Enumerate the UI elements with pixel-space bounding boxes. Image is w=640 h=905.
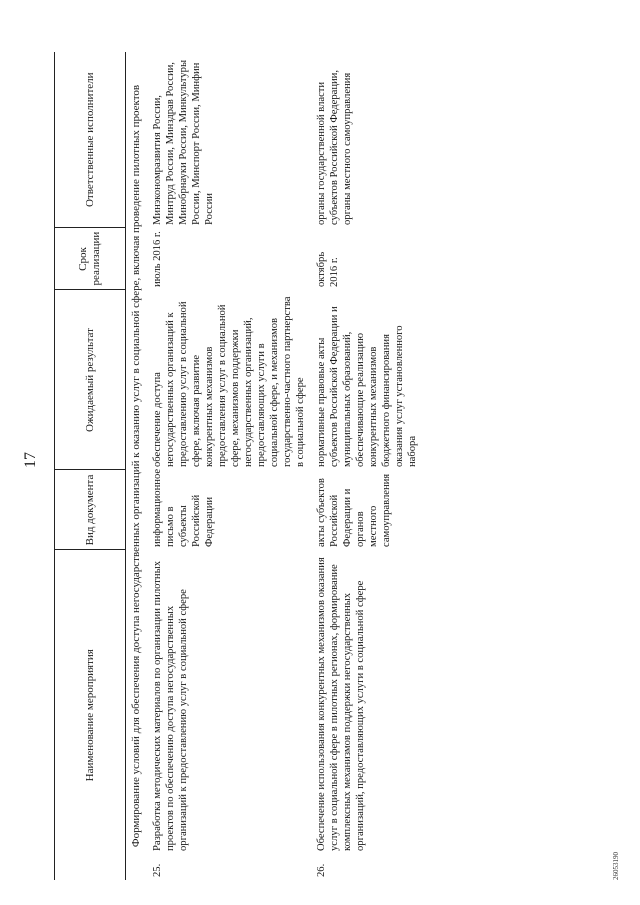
rotated-landscape-sheet [20, 40, 620, 880]
row-executors: Минэкономразвития России, Минтруд России, Минздрав России, Минобрнауки России, Минкультуры России, Минспорт России, Минфин России [152, 59, 215, 225]
row-deadline: октябрь 2016 г. [316, 251, 340, 287]
row-result: обеспечение доступа негосударственных организаций к предоставлению услуг в социальной сфере, включая развитие конкурентных механизмов предоставления услуг в социальной сфере, механизмов поддержки негосударственных организаций, предоставляющих услуги в социальной сфере, и механизмов государственно-частного партнерства в социальной сфере [152, 296, 306, 467]
table-row [147, 52, 311, 880]
row-number: 26. [316, 863, 327, 877]
row-deadline: июль 2016 г. [152, 231, 163, 287]
row-name-layout [151, 553, 190, 877]
header-name: Наименование мероприятия [55, 550, 126, 880]
header-doc-type: Вид документа [55, 470, 126, 550]
row-result: нормативные правовые акты субъектов Российской Федерации и муниципальных образований, обеспечивающие реализацию конкурентных механизмов бюджетного финансирования оказания услуг установленного набора [316, 306, 418, 467]
row-name-cell [311, 550, 423, 880]
row-name-layout [315, 553, 367, 877]
row-doc-type: информационное письмо в субъекты Российской Федерации [152, 468, 215, 547]
row-name: Обеспечение использования конкурентных механизмов оказания услуг в социальной сфере в пилотных регионах, формирование комплексных механизмов поддержки негосударственных организаций, предоставляющих услуги в социальной сфере [316, 557, 366, 851]
row-doc-type: акты субъектов Российской Федерации и органов местного самоуправления [316, 473, 392, 547]
header-executors: Ответственные исполнители [55, 52, 126, 228]
page-number: 17 [22, 452, 39, 468]
table-row [311, 52, 423, 880]
row-name: Разработка методических материалов по организации пилотных проектов по обеспечению доступа негосударственных организаций к предоставлению услуг в социальной сфере [152, 560, 189, 851]
row-executors: органы государственной власти субъектов Российской Федерации, органы местного самоуправления [316, 69, 353, 225]
table-header-row [55, 52, 126, 880]
document-id: 26053190 [612, 852, 620, 880]
header-result: Ожидаемый результат [55, 290, 126, 470]
section-title: Формирование условий для обеспечения доступа негосударственных организаций к оказанию услуг в социальной сфере, включая проведение пилотных проектов [130, 84, 142, 848]
header-deadline: Срок реализации [55, 228, 126, 290]
row-name-line [315, 553, 367, 877]
action-plan-table [54, 52, 423, 880]
section-row [126, 52, 148, 880]
row-name-line [151, 553, 190, 877]
row-name-cell [147, 550, 311, 880]
row-number: 25. [152, 863, 163, 877]
